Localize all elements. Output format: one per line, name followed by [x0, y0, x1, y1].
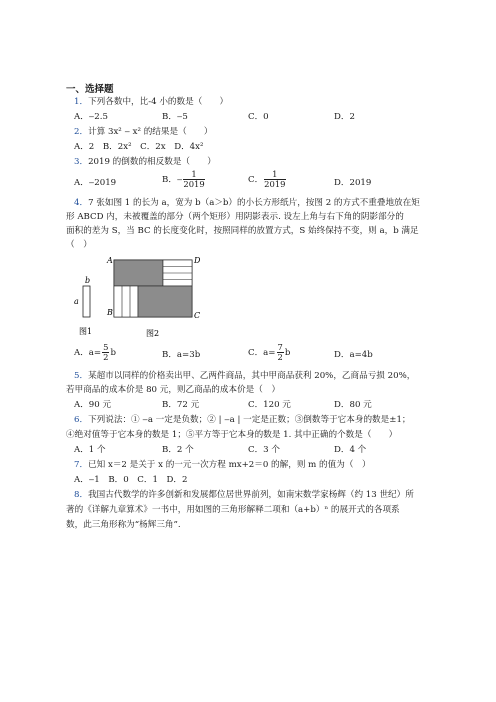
- options-line: A．2 B．2x² C．2x D．4x²: [74, 142, 204, 152]
- question-stem: 2019 的倒数的相反数是（ ）: [88, 157, 216, 167]
- question-5-line-1: 5．某超市以同样的价格卖出甲、乙两件商品，其中甲商品获利 20%，乙商品亏损 20%，: [74, 371, 416, 381]
- option-a: A．1 个: [74, 445, 106, 455]
- question-number: 7．: [74, 460, 89, 470]
- option-b: B．‒ $\frac{1}{2019}$: [162, 169, 205, 189]
- option-a: A．‒2019: [74, 178, 117, 188]
- option-b: B．‒5: [162, 112, 188, 122]
- point-b-label: B: [107, 308, 113, 317]
- question-4-line-1: 4．7 张如图 1 的长为 a，宽为 b（a＞b）的小长方形纸片，按图 2 的方式不重叠地放在矩: [74, 198, 420, 208]
- option-b: B．a=3b: [162, 350, 201, 360]
- question-8-line-2: 著的《详解九章算术》一书中，用如图的三角形解释二项和（a+b）ⁿ 的展开式的各项系: [66, 505, 400, 515]
- option-c: C． $\frac{1}{2019}$: [248, 169, 286, 189]
- fraction: $\frac{1}{2019}$: [183, 169, 205, 189]
- option-c: C．120 元: [248, 400, 291, 410]
- point-a-label: A: [107, 256, 113, 265]
- fig1-label-b: b: [85, 276, 91, 285]
- fig2-caption: 图2: [146, 329, 160, 338]
- question-2: [74, 127, 212, 138]
- shaded-bottom-right: [138, 286, 192, 317]
- option-b: B．72 元: [162, 400, 200, 410]
- fig1-caption: 图1: [79, 327, 93, 336]
- option-d: D．2019: [334, 178, 372, 188]
- fraction: $\frac{1}{2019}$: [264, 169, 286, 189]
- question-number: 2．: [74, 127, 89, 137]
- option-d: D．a=4b: [334, 350, 373, 360]
- question-number: 4．: [74, 198, 89, 208]
- question-stem: 计算 3x² ‒ x² 的结果是（ ）: [88, 127, 213, 137]
- option-d: D．4 个: [334, 445, 367, 455]
- fraction: $\frac{7}{2}$: [277, 342, 283, 362]
- question-8-line-1: 8．我国古代数学的许多创新和发展都位居世界前列，如南宋数学家杨辉（约 13 世纪）所: [74, 490, 414, 500]
- question-1: [74, 97, 228, 108]
- question-3: [74, 157, 216, 168]
- option-c: C．0: [248, 112, 269, 122]
- question-stem: 下列各数中，比-4 小的数是（ ）: [88, 97, 229, 107]
- question-number: 8．: [74, 490, 89, 500]
- fig1-label-a: a: [74, 297, 79, 306]
- question-8-line-3: 数，此三角形称为“杨辉三角”.: [66, 520, 181, 530]
- question-number: 6．: [74, 415, 89, 425]
- question-5-line-2: 若甲商品的成本价是 80 元，则乙商品的成本价是（ ）: [66, 385, 281, 395]
- question-stem: 已知 x＝2 是关于 x 的一元一次方程 mx+2＝0 的解，则 m 的值为（ ）: [88, 460, 371, 470]
- options-line: A．‒1 B．0 C．1 D．2: [74, 475, 188, 485]
- question-number: 3．: [74, 157, 89, 167]
- fig1-rectangle: [83, 286, 90, 317]
- question-6-line-1: 6．下列说法：① ‒a 一定是负数；② | ‒a | 一定是正数；③倒数等于它本身的数是±1；: [74, 415, 411, 425]
- stack-vertical: [114, 286, 138, 317]
- fraction: $\frac{5}{2}$: [103, 342, 109, 362]
- option-a: A．‒2.5: [74, 112, 108, 122]
- question-4-line-4: （ ）: [66, 240, 92, 250]
- point-c-label: C: [194, 311, 201, 320]
- question-4-figure: [70, 252, 210, 348]
- question-7: [74, 460, 371, 471]
- option-b: B．2 个: [162, 445, 194, 455]
- question-number: 5．: [74, 371, 89, 381]
- shaded-top-left: [114, 260, 163, 286]
- question-4-line-2: 形 ABCD 内，未被覆盖的部分（两个矩形）用阴影表示. 设左上角与右下角的阴影部分的: [66, 212, 404, 222]
- option-d: D．80 元: [334, 400, 372, 410]
- option-a: A．90 元: [74, 400, 112, 410]
- question-6-line-2: ④绝对值等于它本身的数是 1；⑤平方等于它本身的数是 1. 其中正确的个数是（ ）: [66, 430, 398, 440]
- section-title: 一、选择题: [66, 84, 114, 95]
- question-4-line-3: 面积的差为 S，当 BC 的长度变化时，按照同样的放置方式，S 始终保持不变，则 a，b 满足: [66, 226, 419, 236]
- point-d-label: D: [194, 256, 201, 265]
- option-d: D．2: [334, 112, 355, 122]
- option-c: C．a= $\frac{7}{2}$ b: [248, 342, 291, 362]
- question-number: 1．: [74, 97, 89, 107]
- option-c: C．3 个: [248, 445, 280, 455]
- option-a: A．a= $\frac{5}{2}$ b: [74, 342, 116, 362]
